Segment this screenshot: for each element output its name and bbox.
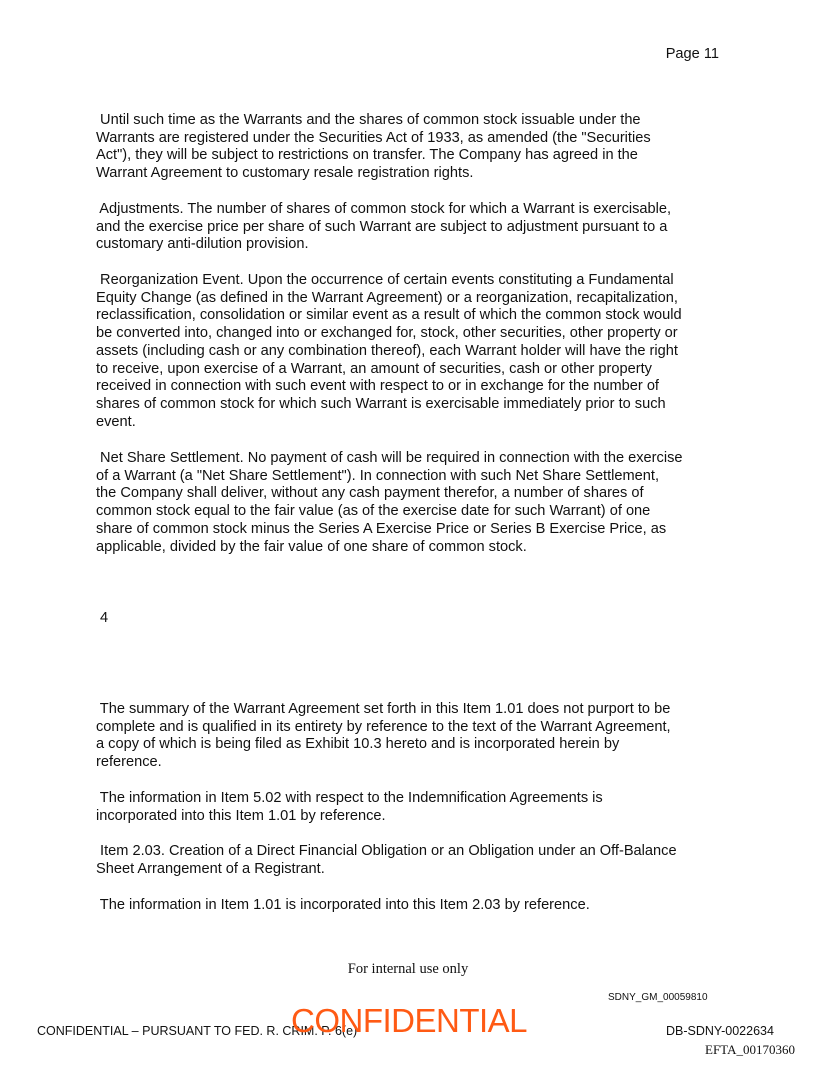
text-line: a copy of which is being filed as Exhibit 10.3 hereto and is incorporated herein by — [96, 736, 620, 753]
paragraph — [96, 701, 671, 772]
text-line: event. — [96, 413, 136, 430]
internal-use-notice: For internal use only — [347, 961, 469, 977]
paragraph — [96, 450, 683, 556]
text-line: incorporated into this Item 1.01 by reference. — [96, 807, 386, 824]
page-footer-number — [96, 610, 108, 628]
text-line: Warrant Agreement to customary resale registration rights. — [96, 165, 474, 182]
paragraph — [96, 112, 651, 183]
text-line: Sheet Arrangement of a Registrant. — [96, 860, 325, 877]
text-line: Item 2.03. Creation of a Direct Financial Obligation or an Obligation under an Off-Balance — [96, 843, 677, 859]
text-line: Act"), they will be subject to restrictions on transfer. The Company has agreed in the — [96, 147, 638, 164]
text-line: common stock equal to the fair value (as of the exercise date for such Warrant) of one — [96, 503, 651, 520]
text-line: customary anti-dilution provision. — [96, 236, 309, 253]
text-line: The summary of the Warrant Agreement set forth in this Item 1.01 does not purport to be — [96, 701, 671, 717]
text-line: Equity Change (as defined in the Warrant Agreement) or a reorganization, recapitalization, — [96, 289, 678, 306]
text-line: Until such time as the Warrants and the shares of common stock issuable under the — [96, 112, 641, 128]
paragraph — [96, 790, 603, 825]
confidential-stamp: CONFIDENTIAL — [291, 1002, 528, 1039]
paragraph — [96, 272, 682, 431]
text-line: and the exercise price per share of such Warrant are subject to adjustment pursuant to a — [96, 218, 668, 235]
text-line: to receive, upon exercise of a Warrant, an amount of securities, cash or other property — [96, 360, 652, 377]
paragraph — [96, 843, 677, 878]
page-number: Page 11 — [665, 46, 719, 62]
bates-number-efta: EFTA_00170360 — [705, 1042, 795, 1057]
text-line: received in connection with such event with respect to or in exchange for the number of — [96, 378, 659, 395]
text-line: reclassification, consolidation or similar event as a result of which the common stock would — [96, 307, 682, 324]
text-line: The information in Item 1.01 is incorporated into this Item 2.03 by reference. — [96, 897, 590, 913]
text-line: applicable, divided by the fair value of one share of common stock. — [96, 538, 527, 555]
text-line: complete and is qualified in its entirety by reference to the text of the Warrant Agreement, — [96, 718, 671, 735]
paragraph — [96, 897, 590, 915]
text-line: Net Share Settlement. No payment of cash will be required in connection with the exercise — [96, 450, 683, 466]
bates-number-sdny-gm: SDNY_GM_00059810 — [608, 992, 708, 1003]
confidential-notice: CONFIDENTIAL – PURSUANT TO FED. R. CRIM. P. 6(e) — [37, 1024, 358, 1038]
text-line: 4 — [96, 610, 109, 626]
paragraph — [96, 201, 671, 254]
text-line: share of common stock minus the Series A Exercise Price or Series B Exercise Price, as — [96, 520, 667, 537]
text-line: Adjustments. The number of shares of common stock for which a Warrant is exercisable, — [96, 201, 672, 217]
text-line: Reorganization Event. Upon the occurrence of certain events constituting a Fundamental — [96, 272, 674, 288]
bates-number-db-sdny: DB-SDNY-0022634 — [666, 1024, 774, 1038]
text-line: be converted into, changed into or exchanged for, stock, other securities, other property or — [96, 325, 678, 342]
text-line: of a Warrant (a "Net Share Settlement"). In connection with such Net Share Settlement, — [96, 467, 660, 484]
text-line: the Company shall deliver, without any cash payment therefor, a number of shares of — [96, 485, 644, 502]
text-line: Warrants are registered under the Securities Act of 1933, as amended (the "Securities — [96, 129, 651, 146]
text-line: shares of common stock for which such Warrant is exercisable immediately prior to such — [96, 395, 666, 412]
text-line: reference. — [96, 754, 162, 771]
text-line: The information in Item 5.02 with respect to the Indemnification Agreements is — [96, 790, 603, 806]
text-line: assets (including cash or any combination thereof), each Warrant holder will have the right — [96, 342, 678, 359]
